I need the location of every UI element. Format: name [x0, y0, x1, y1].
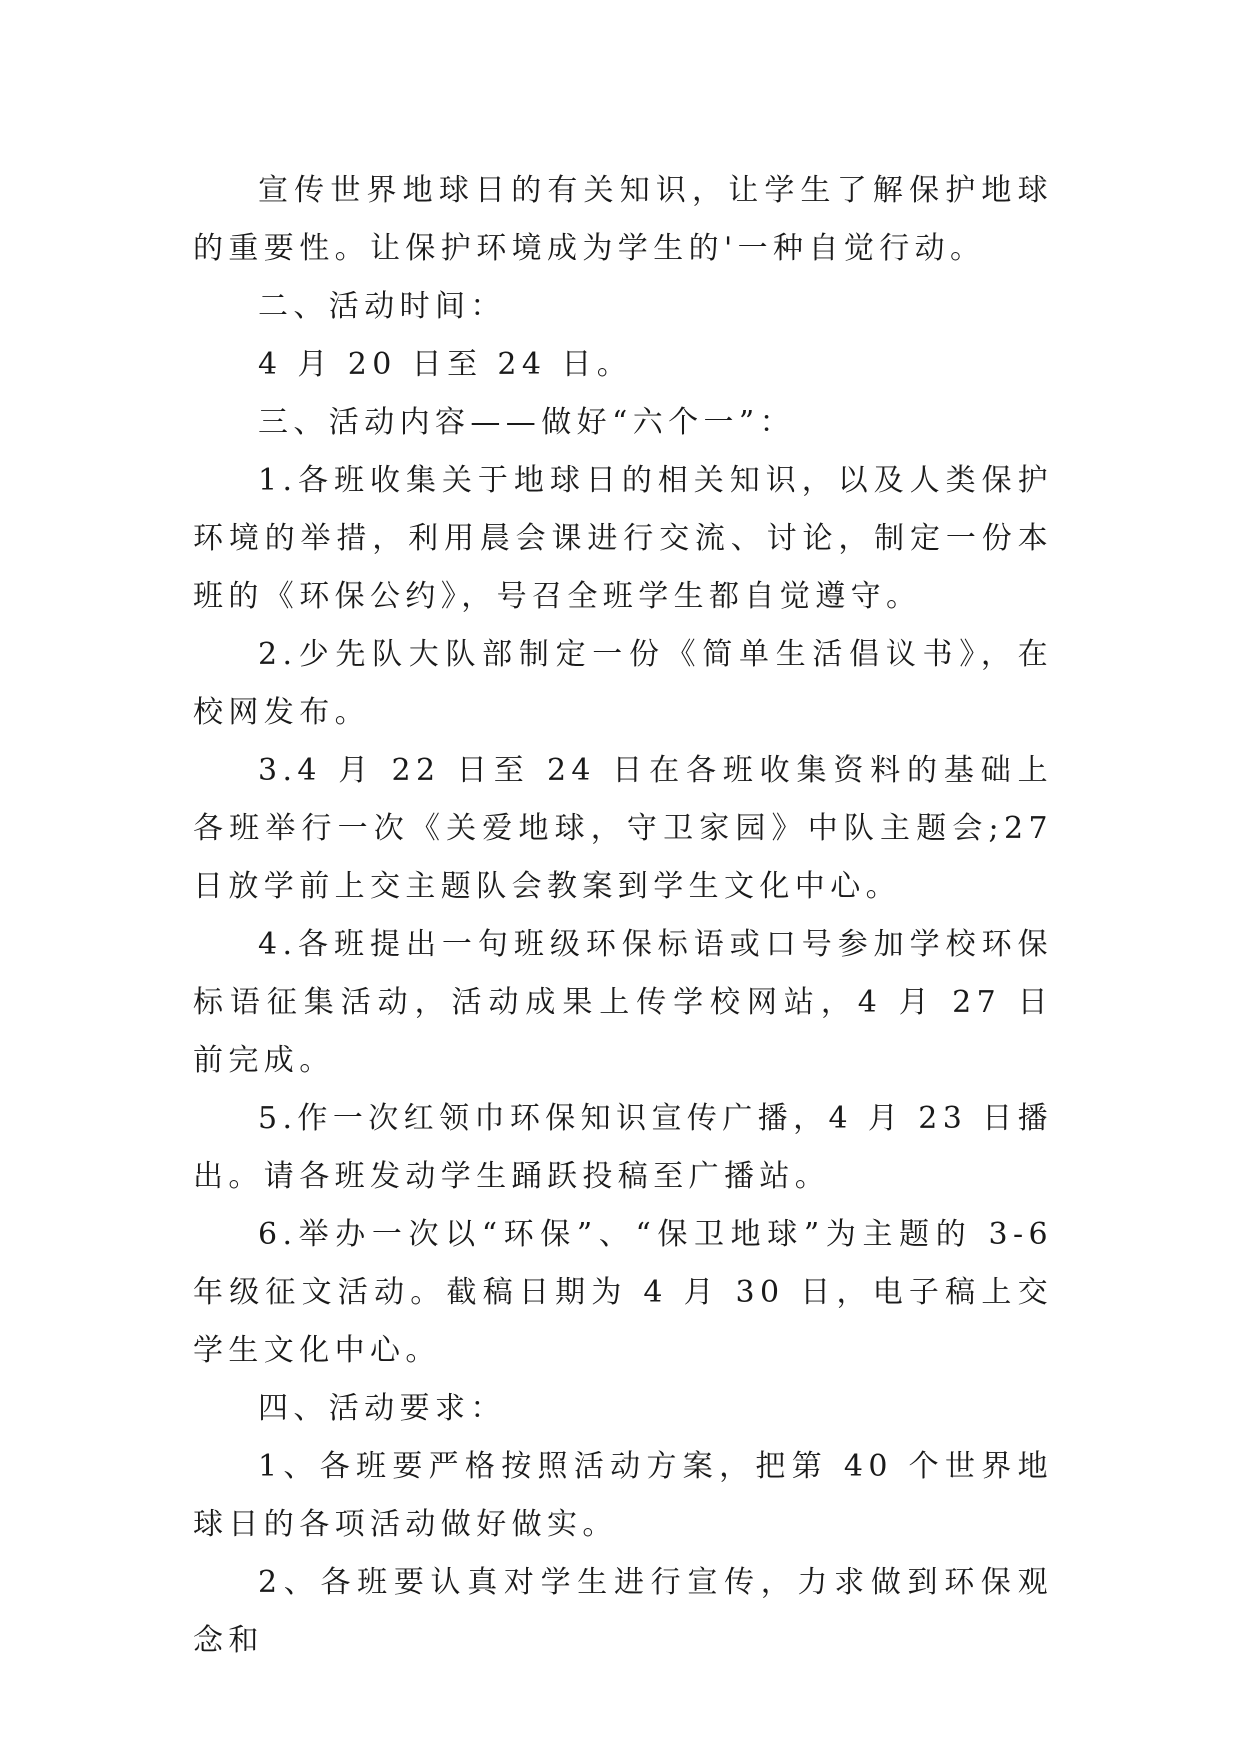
content-item-4: 4.各班提出一句班级环保标语或口号参加学校环保标语征集活动，活动成果上传学校网站，4 月 27 日前完成。 [193, 927, 1053, 1078]
section-heading-time: 二、活动时间： [258, 289, 506, 324]
paragraph-time: 4 月 20 日至 24 日。 [258, 347, 633, 382]
content-item-3: 3.4 月 22 日至 24 日在各班收集资料的基础上各班举行一次《关爱地球，守卫家园》中队主题会;27 日放学前上交主题队会教案到学生文化中心。 [193, 753, 1053, 904]
content-item-2: 2.少先队大队部制定一份《简单生活倡议书》，在校网发布。 [193, 637, 1053, 730]
requirement-item-1: 1、各班要严格按照活动方案，把第 40 个世界地球日的各项活动做好做实。 [193, 1449, 1053, 1542]
section-heading-requirements: 四、活动要求： [258, 1391, 506, 1426]
content-item-5: 5.作一次红领巾环保知识宣传广播，4 月 23 日播出。请各班发动学生踊跃投稿至广播站。 [193, 1101, 1053, 1194]
content-item-1: 1.各班收集关于地球日的相关知识，以及人类保护环境的举措，利用晨会课进行交流、讨论，制定一份本班的《环保公约》，号召全班学生都自觉遵守。 [193, 463, 1053, 614]
requirement-item-2: 2、各班要认真对学生进行宣传，力求做到环保观念和 [193, 1565, 1053, 1658]
document-body [193, 162, 1053, 1670]
section-heading-content: 三、活动内容——做好“六个一”： [258, 405, 796, 440]
paragraph-intro: 宣传世界地球日的有关知识，让学生了解保护地球的重要性。让保护环境成为学生的'一种自觉行动。 [193, 173, 1053, 266]
content-item-6: 6.举办一次以“环保”、“保卫地球”为主题的 3-6 年级征文活动。截稿日期为 4 月 30 日，电子稿上交学生文化中心。 [193, 1217, 1053, 1368]
